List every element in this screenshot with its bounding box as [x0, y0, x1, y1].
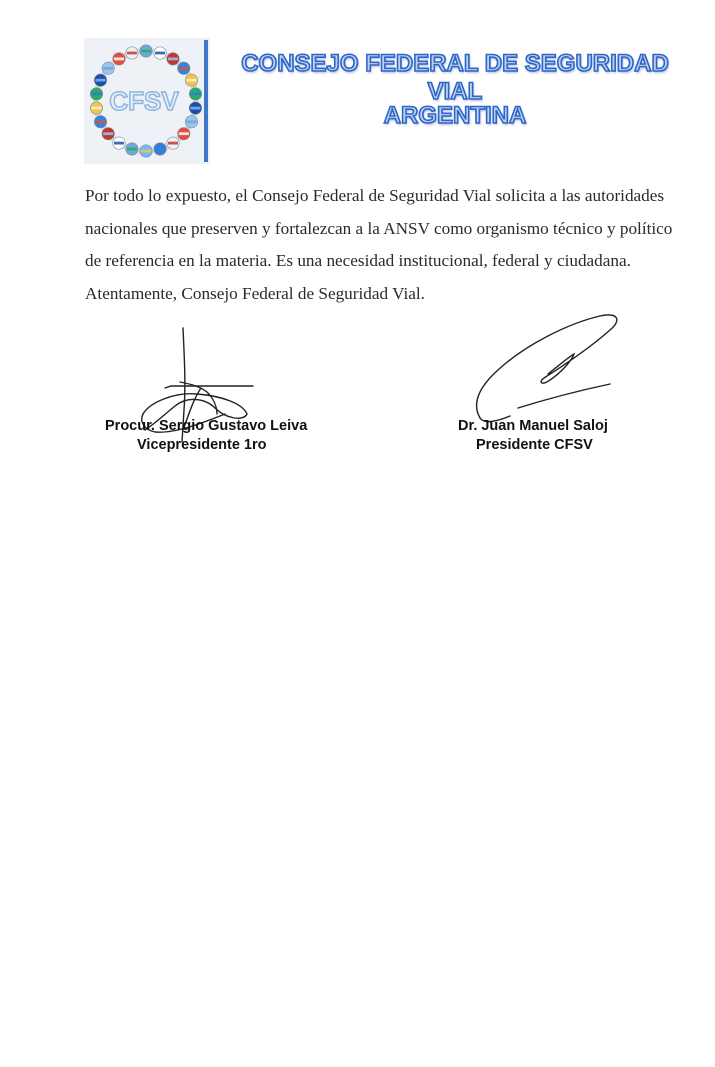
closing-line: Atentamente, Consejo Federal de Seguridad Vial.	[85, 283, 425, 303]
province-flag-stripe	[127, 52, 137, 55]
logo-bar	[204, 40, 208, 162]
letter-body	[85, 180, 685, 310]
cfsv-logo	[84, 38, 210, 164]
country-title: ARGENTINA	[383, 102, 527, 129]
logo-text: CFSV	[109, 86, 179, 116]
organization-title: CONSEJO FEDERAL DE SEGURIDAD VIAL	[241, 50, 669, 105]
province-flag-stripe	[92, 93, 102, 96]
province-flag-stripe	[191, 107, 201, 110]
province-flag-stripe	[103, 67, 113, 70]
province-flag-stripe	[103, 132, 113, 135]
signatory-role-leiva: Vicepresidente 1ro	[137, 437, 267, 453]
province-flag-stripe	[114, 142, 124, 145]
signatory-name-leiva: Procur. Sergio Gustavo Leiva	[105, 418, 308, 434]
province-flag-stripe	[96, 120, 106, 123]
province-flag-stripe	[127, 148, 137, 151]
province-flag-stripe	[179, 132, 189, 135]
province-flag-stripe	[114, 58, 124, 61]
province-flag-stripe	[191, 93, 201, 96]
letterhead	[0, 0, 715, 170]
signature-saloj	[470, 308, 630, 428]
province-flag-stripe	[92, 107, 102, 110]
signatory-role-saloj: Presidente CFSV	[476, 437, 593, 453]
province-flag-stripe	[155, 148, 165, 151]
province-flag-stripe	[187, 120, 197, 123]
province-flag-stripe	[141, 50, 151, 53]
province-flag-stripe	[187, 79, 197, 82]
signature-block	[0, 300, 715, 470]
province-flag-stripe	[168, 142, 178, 145]
province-flag-stripe	[141, 150, 151, 153]
province-flag-stripe	[168, 58, 178, 61]
province-flag-stripe	[179, 67, 189, 70]
signatory-name-saloj: Dr. Juan Manuel Saloj	[458, 418, 608, 434]
main-paragraph: Por todo lo expuesto, el Consejo Federal de Seguridad Vial solicita a las autoridades nacionales que preserven y fortalezcan a la ANSV como organismo técnico y político de referencia en la materia. Es una necesidad institucional, federal y ciudadana.	[85, 186, 673, 270]
province-flag-stripe	[96, 79, 106, 82]
province-flag-stripe	[155, 52, 165, 55]
